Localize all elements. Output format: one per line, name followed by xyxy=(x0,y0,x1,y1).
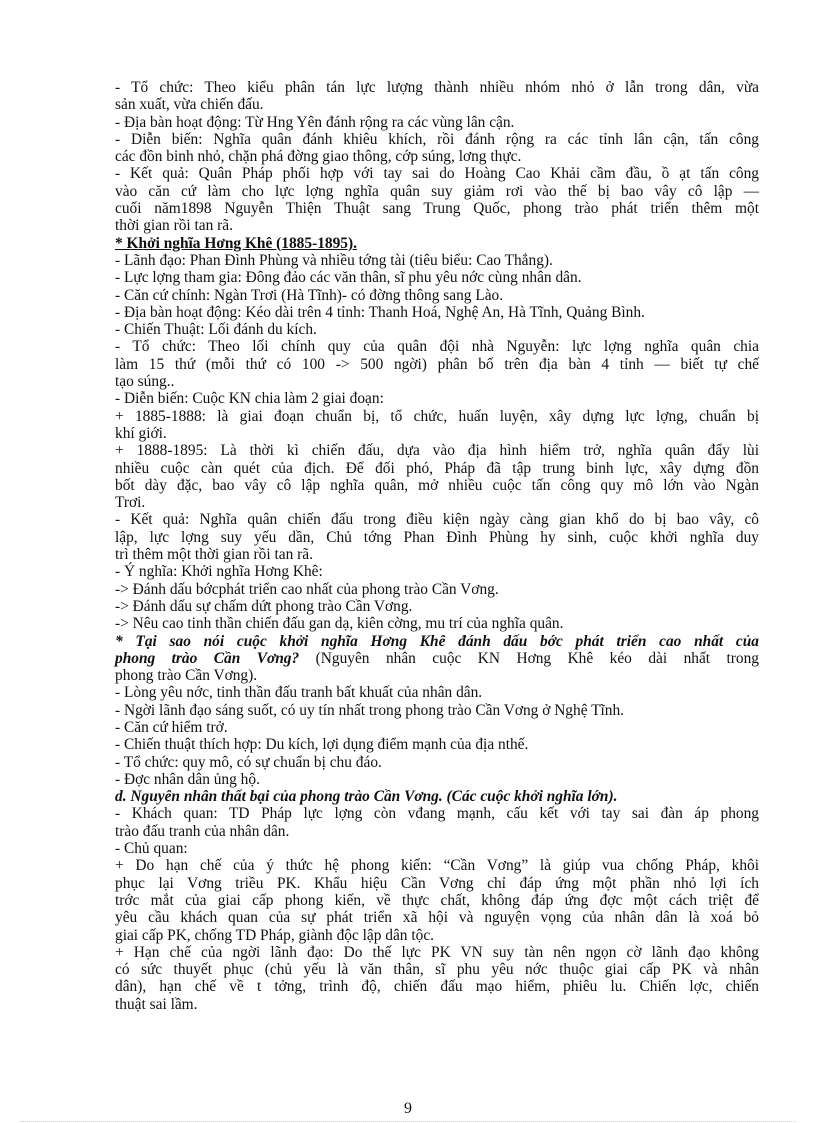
text-segment: nhiều cuộc càn quét của địch. Để đối phó, Pháp đã tập trung binh lực, xây dựng đồn xyxy=(115,459,759,477)
text-line xyxy=(115,390,759,407)
text-line xyxy=(115,442,759,459)
text-segment: - Khách quan: TD Pháp lực lợng còn vđang mạnh, cấu kết với tay sai đàn áp phong xyxy=(115,805,759,823)
text-line xyxy=(115,477,759,494)
text-segment: (Nguyên nhân cuộc KN Hơng Khê kéo dài nhất trong xyxy=(299,649,759,667)
text-segment: + Do hạn chế của ý thức hệ phong kiến: “Cần Vơng” là giúp vua chống Pháp, khôi xyxy=(115,857,759,875)
text-segment: - Địa bàn hoạt động: Từ Hng Yên đánh rộng ra các vùng lân cận. xyxy=(115,113,515,131)
text-line xyxy=(115,546,759,563)
text-line xyxy=(115,408,759,425)
text-line xyxy=(115,287,759,304)
text-segment: có sức thuyết phục (chủ yếu là văn thân, sĩ phu yêu nớc thuộc giai cấp PK và nhân xyxy=(115,961,759,979)
text-segment: - Ý nghĩa: Khởi nghĩa Hơng Khê: xyxy=(115,563,323,581)
text-segment: lập, lực lợng suy yếu dần, Chủ tớng Phan Đình Phùng hy sinh, cuộc khởi nghĩa duy xyxy=(115,528,759,546)
text-line xyxy=(115,650,759,667)
text-segment: giai cấp PK, chống TD Pháp, giành độc lập dân tộc. xyxy=(115,926,435,944)
text-segment: -> Nêu cao tinh thần chiến đấu gan dạ, kiên cờng, mu trí của nghĩa quân. xyxy=(115,615,564,633)
text-segment: trì thêm một thời gian rồi tan rã. xyxy=(115,546,313,564)
text-line xyxy=(115,615,759,632)
text-segment: - Tổ chức: Theo lối chính quy của quân đội nhà Nguyễn: lực lợng nghĩa quân chia xyxy=(115,338,759,356)
text-line xyxy=(115,736,759,753)
text-line xyxy=(115,79,759,96)
text-segment: - Tổ chức: Theo kiểu phân tán lực lượng thành nhiều nhóm nhỏ ở lẫn trong dân, vừa xyxy=(115,79,759,96)
text-line xyxy=(115,356,759,373)
text-segment: phục lại Vơng triều PK. Khẩu hiệu Cần Vơng chỉ đáp ứng một phần nhỏ lợi ích xyxy=(115,874,759,892)
text-segment: - Căn cứ chính: Ngàn Trơi (Hà Tĩnh)- có đờng thông sang Lào. xyxy=(115,286,504,304)
text-segment: - Ngời lãnh đạo sáng suốt, có uy tín nhất trong phong trào Cần Vơng ở Nghệ Tĩnh. xyxy=(115,701,625,719)
text-line xyxy=(115,114,759,131)
text-line xyxy=(115,321,759,338)
text-line xyxy=(115,857,759,874)
text-line xyxy=(115,183,759,200)
text-line xyxy=(115,165,759,182)
text-line xyxy=(115,563,759,580)
text-segment: - Tổ chức: quy mô, có sự chuẩn bị chu đáo. xyxy=(115,753,382,771)
text-segment: cuối năm1898 Nguyễn Thiện Thuật sang Trung Quốc, phong trào phát triển thêm một xyxy=(115,200,759,218)
text-line xyxy=(115,754,759,771)
text-line xyxy=(115,460,759,477)
text-line xyxy=(115,961,759,978)
text-segment: * Khởi nghĩa Hơng Khê (1885-1895). xyxy=(115,234,357,252)
text-segment: phong trào Cần Vơng? xyxy=(115,649,300,667)
text-line xyxy=(115,788,759,805)
text-line xyxy=(115,702,759,719)
text-line xyxy=(115,529,759,546)
text-segment: tạo súng.. xyxy=(115,373,175,391)
page-number: 9 xyxy=(404,1100,412,1117)
text-line xyxy=(115,338,759,355)
text-line xyxy=(115,148,759,165)
text-segment: trớc mắt của giai cấp phong kiến, về thực chất, không đáp ứng đợc một cách triệt để xyxy=(115,891,759,909)
text-line xyxy=(115,719,759,736)
text-line xyxy=(115,217,759,234)
text-line xyxy=(115,511,759,528)
text-line xyxy=(115,373,759,390)
text-segment: dân), hạn chế về t tởng, trình độ, chiến đấu mạo hiểm, phiêu lu. Chiến lợc, chiến xyxy=(115,978,759,996)
text-segment: - Căn cứ hiểm trở. xyxy=(115,718,228,736)
text-line xyxy=(115,252,759,269)
text-segment: - Kết quả: Nghĩa quân chiến đấu trong điều kiện ngày càng gian khổ do bị bao vây, cô xyxy=(115,511,759,529)
text-line xyxy=(115,494,759,511)
text-line xyxy=(115,996,759,1013)
document-body xyxy=(115,79,759,1013)
text-segment: các đồn binh nhỏ, chặn phá đờng giao thông, cớp súng, lơng thực. xyxy=(115,148,522,166)
text-line xyxy=(115,771,759,788)
text-line xyxy=(115,304,759,321)
text-segment: + 1888-1895: Là thời kì chiến đấu, dựa vào địa hình hiểm trở, nghĩa quân đẩy lùi xyxy=(115,442,759,460)
text-line xyxy=(115,944,759,961)
text-segment: - Địa bàn hoạt động: Kéo dài trên 4 tỉnh: Thanh Hoá, Nghệ An, Hà Tĩnh, Quảng Bình. xyxy=(115,303,645,321)
text-line xyxy=(115,892,759,909)
text-line xyxy=(115,269,759,286)
text-segment: - Lãnh đạo: Phan Đình Phùng và nhiều tớng tài (tiêu biểu: Cao Thắng). xyxy=(115,251,553,269)
text-segment: - Đợc nhân dân ủng hộ. xyxy=(115,770,260,788)
text-segment: - Lòng yêu nớc, tinh thần đấu tranh bất khuất của nhân dân. xyxy=(115,684,483,702)
text-segment: -> Đánh dấu bớcphát triển cao nhất của phong trào Cần Vơng. xyxy=(115,580,499,598)
text-line xyxy=(115,667,759,684)
text-line xyxy=(115,96,759,113)
text-line xyxy=(115,909,759,926)
text-segment: sản xuất, vừa chiến đấu. xyxy=(115,96,264,114)
text-segment: thuật sai lầm. xyxy=(115,995,198,1013)
text-segment: bốt dày đặc, bao vây cô lập nghĩa quân, mở nhiều cuộc tấn công quy mô lớn vào Ngàn xyxy=(115,476,759,494)
text-line xyxy=(115,598,759,615)
text-line xyxy=(115,425,759,442)
text-line xyxy=(115,805,759,822)
text-segment: - Chiến thuật thích hợp: Du kích, lợi dụng điểm mạnh của địa nthế. xyxy=(115,736,529,754)
text-line xyxy=(115,978,759,995)
text-line xyxy=(115,581,759,598)
text-segment: -> Đánh dấu sự chấm dứt phong trào Cần Vơng. xyxy=(115,597,413,615)
text-segment: - Diễn biến: Nghĩa quân đánh khiêu khích, rồi đánh rộng ra các tỉnh lân cận, tấn công xyxy=(115,130,759,148)
text-segment: * Tại sao nói cuộc khởi nghĩa Hơng Khê đánh dấu bớc phát triển cao nhất của xyxy=(115,632,759,650)
text-segment: - Lực lợng tham gia: Đông đảo các văn thân, sĩ phu yêu nớc cùng nhân dân. xyxy=(115,269,582,287)
text-line xyxy=(115,235,759,252)
text-segment: thời gian rồi tan rã. xyxy=(115,217,233,235)
text-segment: vào căn cứ làm cho lực lợng nghĩa quân suy giảm rơi vào thế bị bao vây cô lập — xyxy=(115,182,759,200)
text-segment: yêu cầu khách quan của sự phát triển xã hội và nguyện vọng của nhân dân là xoá bỏ xyxy=(115,909,759,927)
text-segment: trào đấu tranh của nhân dân. xyxy=(115,822,290,840)
text-line xyxy=(115,684,759,701)
text-segment: d. Nguyên nhân thất bại của phong trào Cần Vơng. (Các cuộc khởi nghĩa lớn). xyxy=(115,788,618,806)
text-segment: - Diễn biến: Cuộc KN chia làm 2 giai đoạn: xyxy=(115,390,384,408)
text-segment: Trơi. xyxy=(115,494,146,512)
text-line xyxy=(115,927,759,944)
text-segment: khí giới. xyxy=(115,424,167,442)
text-line xyxy=(115,840,759,857)
text-segment: + Hạn chế của ngời lãnh đạo: Do thế lực PK VN suy tàn nên ngọn cờ lãnh đạo không xyxy=(115,943,759,961)
text-line xyxy=(115,633,759,650)
text-segment: phong trào Cần Vơng). xyxy=(115,667,258,685)
text-segment: - Kết quả: Quân Pháp phối hợp với tay sai do Hoàng Cao Khải cầm đầu, ồ ạt tấn công xyxy=(115,165,759,183)
text-segment: làm 15 thứ (mỗi thứ có 100 -> 500 ngời) phân bố trên địa bàn 4 tỉnh — biết tự chế xyxy=(115,355,759,373)
footer-divider xyxy=(20,1121,796,1122)
text-line xyxy=(115,823,759,840)
text-line xyxy=(115,131,759,148)
text-line xyxy=(115,875,759,892)
text-segment: + 1885-1888: là giai đoạn chuẩn bị, tổ chức, huấn luyện, xây dựng lực lợng, chuẩn bị xyxy=(115,407,759,425)
text-segment: - Chiến Thuật: Lối đánh du kích. xyxy=(115,321,317,339)
text-segment: - Chủ quan: xyxy=(115,840,188,858)
text-line xyxy=(115,200,759,217)
